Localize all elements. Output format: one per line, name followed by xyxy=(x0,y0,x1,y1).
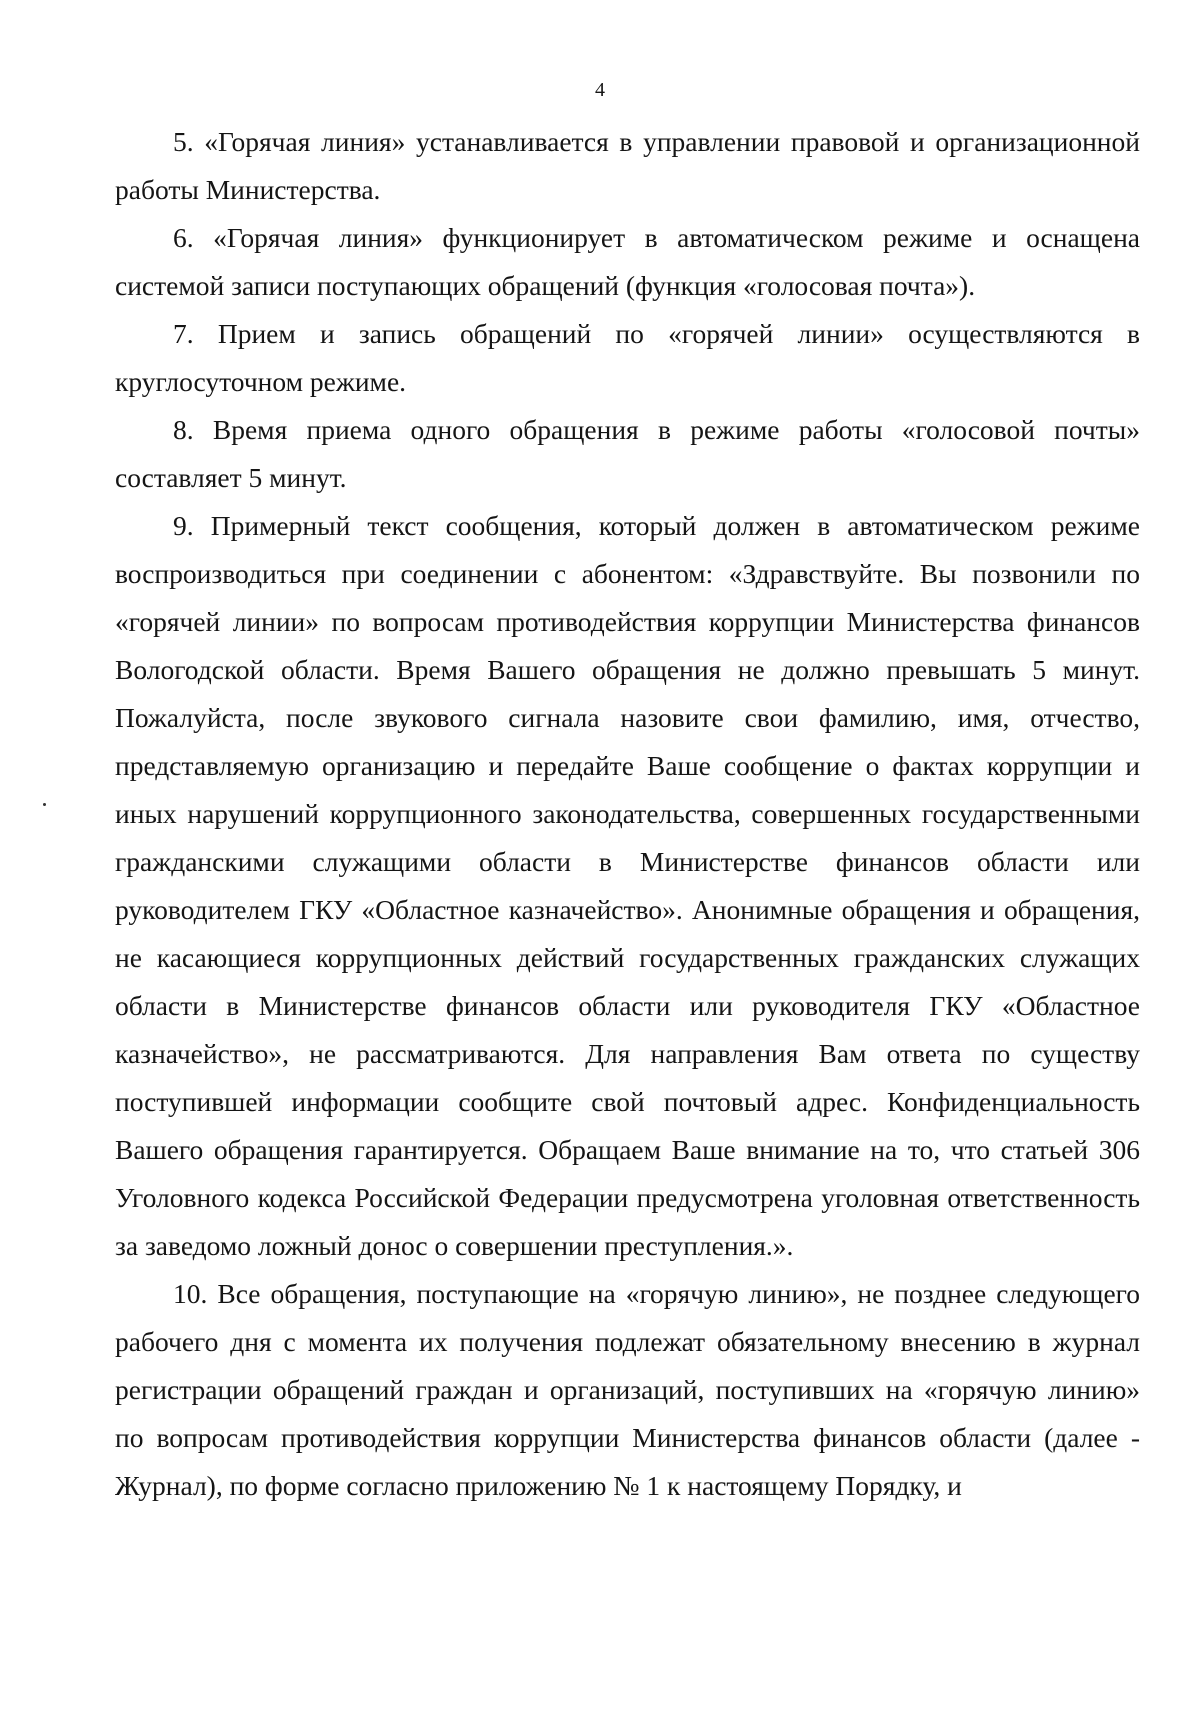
paragraph-7: 7. Прием и запись обращений по «горячей линии» осуществляются в круглосуточном режиме. xyxy=(115,318,1140,397)
paragraph-6: 6. «Горячая линия» функционирует в автоматическом режиме и оснащена системой записи поступающих обращений (функция «голосовая почта»). xyxy=(115,222,1140,301)
page-number: 4 xyxy=(595,79,605,101)
paragraph-10: 10. Все обращения, поступающие на «горячую линию», не позднее следующего рабочего дня с момента их получения подлежат обязательному внесению в журнал регистрации обращений граждан и организаций, поступивших на «горячую линию» по вопросам противодействия коррупции Министерства финансов области (далее - Журнал), по форме согласно приложению № 1 к настоящему Порядку, и xyxy=(115,1278,1140,1501)
document-body xyxy=(115,118,1140,1510)
paragraph-9: 9. Примерный текст сообщения, который должен в автоматическом режиме воспроизводиться при соединении с абонентом: «Здравствуйте. Вы позвонили по «горячей линии» по вопросам противодействия коррупции Министерства финансов Вологодской области. Время Вашего обращения не должно превышать 5 минут. Пожалуйста, после звукового сигнала назовите свои фамилию, имя, отчество, представляемую организацию и передайте Ваше сообщение о фактах коррупции и иных нарушений коррупционного законодательства, совершенных государственными гражданскими служащими области в Министерстве финансов области или руководителем ГКУ «Областное казначейство». Анонимные обращения и обращения, не касающиеся коррупционных действий государственных гражданских служащих области в Министерстве финансов области или руководителя ГКУ «Областное казначейство», не рассматриваются. Для направления Вам ответа по существу поступившей информации сообщите свой почтовый адрес. Конфиденциальность Вашего обращения гарантируется. Обращаем Ваше внимание на то, что статьей 306 Уголовного кодекса Российской Федерации предусмотрена уголовная ответственность за заведомо ложный донос о совершении преступления.». xyxy=(115,510,1140,1261)
scan-speck xyxy=(43,803,46,806)
paragraph-8: 8. Время приема одного обращения в режиме работы «голосовой почты» составляет 5 минут. xyxy=(115,414,1140,493)
paragraph-5: 5. «Горячая линия» устанавливается в управлении правовой и организационной работы Министерства. xyxy=(115,126,1140,205)
